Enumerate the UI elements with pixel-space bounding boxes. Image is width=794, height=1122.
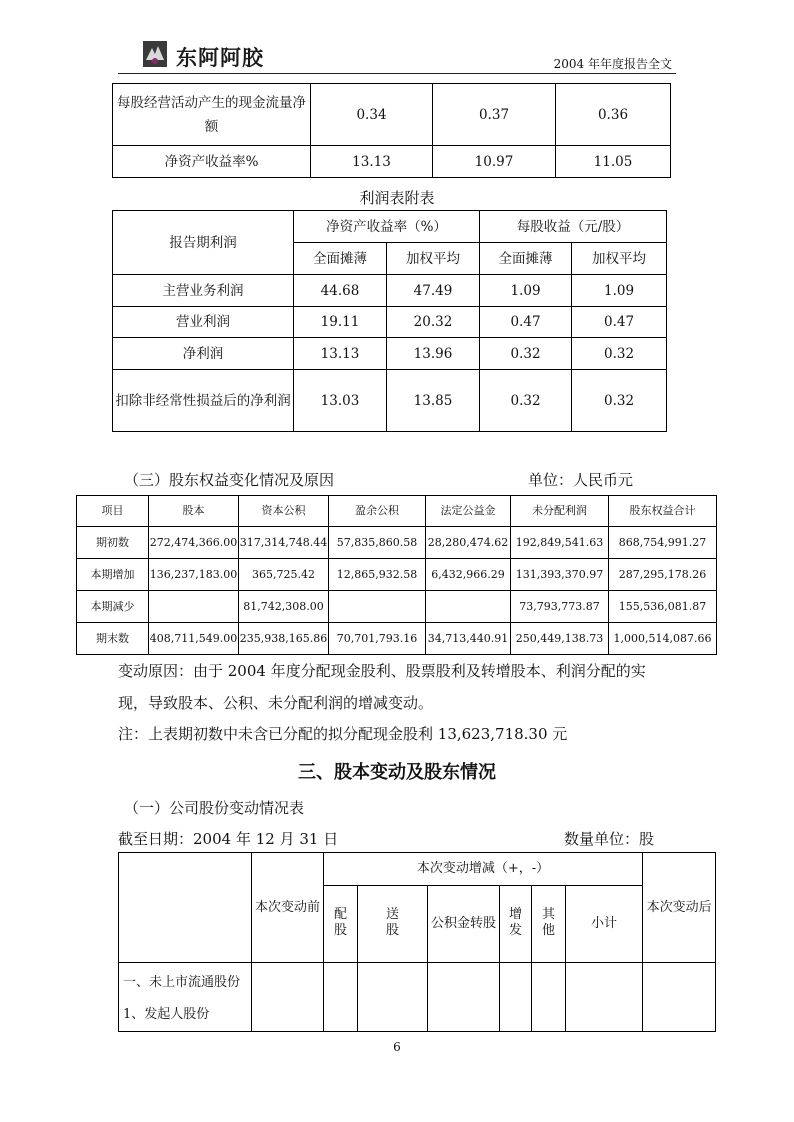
table-cell: 57,835,860.58 xyxy=(329,527,426,559)
table-cell: 0.32 xyxy=(572,370,667,432)
table-cell xyxy=(149,591,239,623)
table-cell: 136,237,183.00 xyxy=(149,559,239,591)
table-cell xyxy=(329,591,426,623)
column-group-header: 每股收益（元/股） xyxy=(480,211,667,243)
table-cell: 34,713,440.91 xyxy=(426,623,511,655)
column-header: 股东权益合计 xyxy=(609,496,717,527)
table-cell: 365,725.42 xyxy=(239,559,329,591)
table-cell xyxy=(426,591,511,623)
table-cell: 1.09 xyxy=(480,275,572,307)
table-cell xyxy=(358,963,428,1032)
table-cell: 408,711,549.00 xyxy=(149,623,239,655)
table-cell: 13.03 xyxy=(294,370,387,432)
column-header: 公积金转股 xyxy=(428,886,500,963)
table-cell: 44.68 xyxy=(294,275,387,307)
table-cell: 13.13 xyxy=(294,338,387,370)
table-cell: 250,449,138.73 xyxy=(511,623,609,655)
section-heading: 三、股本变动及股东情况 xyxy=(298,762,496,783)
table-cell xyxy=(532,963,566,1032)
table-cell: 10.97 xyxy=(433,146,556,178)
table-row xyxy=(77,559,717,591)
table-cell: 0.34 xyxy=(311,84,433,146)
as-of-date: 截至日期：2004 年 12 月 31 日 xyxy=(118,830,339,848)
table-cell: 12,865,932.58 xyxy=(329,559,426,591)
row-label: 净利润 xyxy=(113,338,294,370)
table-cell: 0.32 xyxy=(572,338,667,370)
column-header: 本次变动后 xyxy=(643,853,716,963)
share-change-table xyxy=(118,852,716,1032)
table-cell xyxy=(643,963,716,1032)
column-header xyxy=(119,853,252,963)
table-cell: 47.49 xyxy=(387,275,480,307)
column-header: 本次变动前 xyxy=(252,853,324,963)
table-row xyxy=(113,307,667,338)
table-cell: 0.36 xyxy=(556,84,671,146)
table-caption: 利润表附表 xyxy=(359,189,435,207)
column-header: 小计 xyxy=(566,886,643,963)
table-cell: 317,314,748.44 xyxy=(239,527,329,559)
column-header: 盈余公积 xyxy=(329,496,426,527)
table-cell xyxy=(428,963,500,1032)
row-label: 本期增加 xyxy=(77,559,149,591)
table-cell: 272,474,366.00 xyxy=(149,527,239,559)
row-label: 扣除非经常性损益后的净利润 xyxy=(113,370,294,432)
table-cell: 0.47 xyxy=(480,307,572,338)
table-cell: 131,393,370.97 xyxy=(511,559,609,591)
column-header: 报告期利润 xyxy=(113,211,294,275)
table-cell: 70,701,793.16 xyxy=(329,623,426,655)
company-logo-icon xyxy=(142,40,168,68)
row-label: 主营业务利润 xyxy=(113,275,294,307)
table-row xyxy=(77,527,717,559)
row-label: 本期减少 xyxy=(77,591,149,623)
table-row xyxy=(119,963,716,1032)
row-label: 净资产收益率% xyxy=(113,146,311,178)
table-row xyxy=(113,84,671,146)
table-cell: 287,295,178.26 xyxy=(609,559,717,591)
table-cell: 13.85 xyxy=(387,370,480,432)
table-row xyxy=(77,623,717,655)
table-cell: 73,793,773.87 xyxy=(511,591,609,623)
quantity-unit: 数量单位：股 xyxy=(564,830,655,848)
table-header-row xyxy=(119,853,716,886)
table-row xyxy=(113,338,667,370)
column-header: 项目 xyxy=(77,496,149,527)
table-note: 注：上表期初数中未含已分配的拟分配现金股利 13,623,718.30 元 xyxy=(118,725,568,743)
profit-appendix-table xyxy=(112,210,667,432)
page-header xyxy=(118,40,676,74)
table-cell: 6,432,966.29 xyxy=(426,559,511,591)
row-label: 期初数 xyxy=(77,527,149,559)
table-cell xyxy=(500,963,532,1032)
column-header: 未分配利润 xyxy=(511,496,609,527)
change-reason-line1: 变动原因：由于 2004 年度分配现金股利、股票股利及转增股本、利润分配的实 xyxy=(118,662,646,680)
column-header: 法定公益金 xyxy=(426,496,511,527)
table-cell: 868,754,991.27 xyxy=(609,527,717,559)
table-cell: 155,536,081.87 xyxy=(609,591,717,623)
table-cell xyxy=(324,963,358,1032)
subsection-title: （一）公司股份变动情况表 xyxy=(124,799,305,817)
table-cell xyxy=(252,963,324,1032)
table-cell xyxy=(566,963,643,1032)
column-header: 增发 xyxy=(500,886,532,963)
column-header: 加权平均 xyxy=(387,243,480,275)
table-cell: 192,849,541.63 xyxy=(511,527,609,559)
table-cell: 0.32 xyxy=(480,370,572,432)
column-header: 其他 xyxy=(532,886,566,963)
column-header: 股本 xyxy=(149,496,239,527)
report-title: 2004 年年度报告全文 xyxy=(553,57,672,71)
column-header: 全面摊薄 xyxy=(294,243,387,275)
row-label: 期末数 xyxy=(77,623,149,655)
unit-label: 单位：人民币元 xyxy=(528,471,634,489)
company-name: 东阿阿胶 xyxy=(176,46,264,70)
cashflow-roe-table xyxy=(112,83,671,178)
table-cell: 11.05 xyxy=(556,146,671,178)
page-number: 6 xyxy=(393,1040,401,1054)
column-header: 加权平均 xyxy=(572,243,667,275)
column-header: 配股 xyxy=(324,886,358,963)
table-cell: 13.96 xyxy=(387,338,480,370)
table-cell: 235,938,165.86 xyxy=(239,623,329,655)
table-cell: 0.37 xyxy=(433,84,556,146)
column-header: 资本公积 xyxy=(239,496,329,527)
table-cell: 81,742,308.00 xyxy=(239,591,329,623)
table-row xyxy=(113,275,667,307)
row-label: 营业利润 xyxy=(113,307,294,338)
table-row xyxy=(113,370,667,432)
table-cell: 19.11 xyxy=(294,307,387,338)
table-cell: 0.32 xyxy=(480,338,572,370)
table-cell: 0.47 xyxy=(572,307,667,338)
table-cell: 20.32 xyxy=(387,307,480,338)
table-cell: 1.09 xyxy=(572,275,667,307)
column-header: 送股 xyxy=(358,886,428,963)
section-title: （三）股东权益变化情况及原因 xyxy=(124,471,335,489)
table-cell: 1,000,514,087.66 xyxy=(609,623,717,655)
table-header-row xyxy=(113,211,667,243)
table-row xyxy=(77,591,717,623)
change-reason-line2: 现，导致股本、公积、未分配利润的增减变动。 xyxy=(118,694,434,712)
table-cell: 13.13 xyxy=(311,146,433,178)
equity-change-table xyxy=(76,495,717,655)
row-label: 一、未上市流通股份 1、发起人股份 xyxy=(119,963,252,1032)
table-row xyxy=(113,146,671,178)
column-group-header: 净资产收益率（%） xyxy=(294,211,480,243)
column-header: 全面摊薄 xyxy=(480,243,572,275)
row-label: 每股经营活动产生的现金流量净额 xyxy=(113,84,311,146)
table-cell: 28,280,474.62 xyxy=(426,527,511,559)
table-header-row xyxy=(77,496,717,527)
column-group-header: 本次变动增减（+，-） xyxy=(324,853,643,886)
